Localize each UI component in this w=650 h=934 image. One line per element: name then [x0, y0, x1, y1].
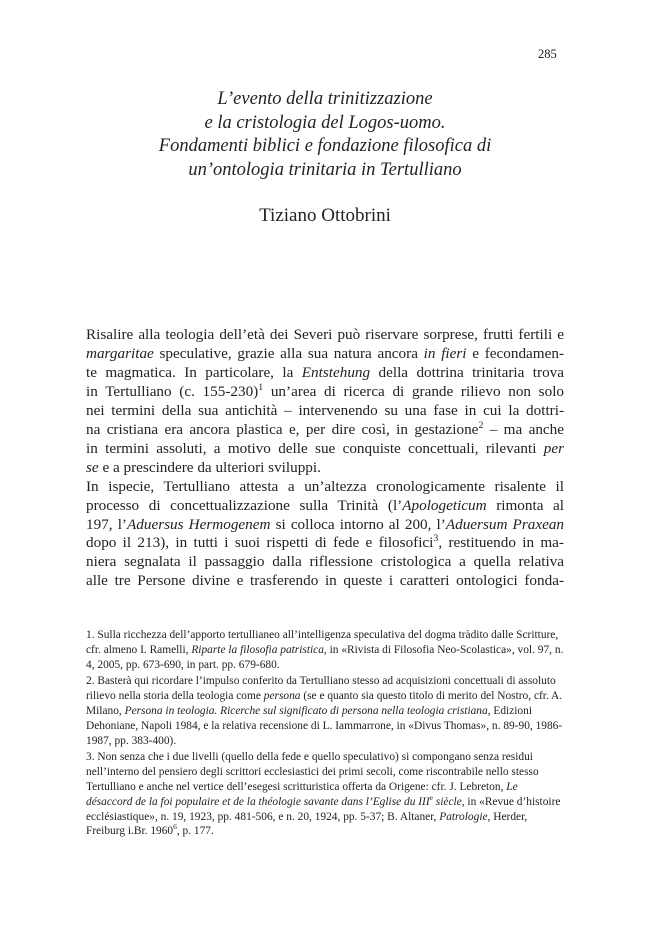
footnote-ref-3: 3: [433, 533, 439, 545]
body-line-2: [86, 345, 564, 364]
body-line-14: alle tre Persone divine e trasferendo in queste i caratteri ontologici fonda-: [86, 572, 564, 590]
footnote-text: , in «Revue d’histoire ecclésiastique», n. 19, 1923, pp. 481-506, e n. 20, 1924, pp. 5-37; B. Altaner,: [86, 795, 561, 823]
body-text-run: in termini assoluti, a motivo delle sue conquiste concettuali, rilevanti: [86, 439, 544, 457]
body-text-run: speculative, grazie alla sua natura ancora: [153, 344, 424, 362]
footnote-ref-1: 1: [258, 381, 264, 393]
body-line-10: [86, 497, 564, 516]
body-text-run: e a prescindere da ulteriori sviluppi.: [98, 458, 321, 476]
body-text-run: della dottrina trinitaria trova: [370, 363, 564, 381]
body-line-11: [86, 516, 564, 535]
body-text-run: processo di concettualizzazione sulla Trinità (l’: [86, 496, 403, 514]
footnote-superscript: 6: [173, 822, 177, 832]
body-text-run: rimonta al: [486, 496, 564, 514]
footnote-text: , in «Rivista di Filosofia Neo-Scolastica», vol. 97, n. 4, 2005, pp. 673-690, in part. pp. 679-680.: [86, 643, 564, 671]
footnote-italic: Persona in teologia. Ricerche sul significato di persona nella teologia cristiana: [124, 704, 488, 717]
body-line-7: [86, 440, 564, 459]
body-line-4: [86, 383, 564, 402]
title-line-2: e la cristologia del Logos-uomo.: [204, 112, 446, 133]
page-number: 285: [538, 47, 557, 61]
author-name: Tiziano Ottobrini: [259, 205, 391, 226]
footnote-italic: Riparte la filosofia patristica: [191, 643, 324, 656]
footnote-text: 3. Non senza che i due livelli (quello della fede e quello speculativo) si compongano senza residui nell’interno del pensiero degli scrittori ecclesiastici dei primi secoli, come riscontrabile nello stesso Tertulliano e anche nel vertice dell’esegesi scritturistica offerta da Origene: cfr. J. Lebreton,: [86, 751, 539, 793]
body-text: [86, 326, 564, 591]
footnote-text: 2. Basterà qui ricordare l’impulso conferito da Tertulliano stesso ad acquisizioni concettuali di assoluto rilievo nella storia della teologia come: [86, 675, 556, 703]
footnote-2: [86, 674, 564, 748]
body-italic: per: [543, 439, 564, 457]
body-text-run: e fecondamen-: [466, 344, 564, 362]
footnote-italic: Le désaccord de la foi populaire et de la théologie savante dans l’Eglise du III: [86, 780, 518, 808]
body-text-run: un’area di ricerca di grande rilievo non solo: [263, 382, 565, 400]
body-line-6: [86, 421, 564, 440]
body-text-run: na cristiana era ancora plastica e, per dire così, in gestazione: [86, 420, 479, 438]
footnote-3: [86, 750, 564, 839]
body-line-1: Risalire alla teologia dell’età dei Severi può riservare sorprese, frutti fertili e: [86, 326, 564, 343]
body-text-run: in Tertulliano (c. 155-230): [86, 382, 259, 400]
body-text-run: 197, l’: [86, 515, 127, 533]
footnote-text: , p. 177.: [176, 825, 214, 838]
footnote-text: , Edizioni Dehoniane, Napoli 1984, e la relativa recensione di L. Iammarrone, in «Divus Thomas», n. 89-90, 1986-1987, pp. 383-400).: [86, 704, 563, 747]
body-italic: Aduersum Praxean: [445, 515, 565, 533]
body-line-8: [86, 459, 564, 478]
body-line-13: niera segnalata il passaggio dalla riflessione cristologica a quella relativa: [86, 553, 564, 571]
title-line-3: Fondamenti biblici e fondazione filosofica di: [158, 136, 492, 157]
footnote-text: 1. Sulla ricchezza dell’apporto tertullianeo all’intelligenza speculativa del dogma tràdito dalle Scritture, cfr. almeno I. Ramelli,: [86, 629, 559, 656]
body-line-9: In ispecie, Tertulliano attesta a un’altezza cronologicamente risalente il: [86, 477, 564, 495]
footnote-ref-2: 2: [478, 419, 484, 431]
body-italic: Entstehung: [301, 363, 371, 381]
body-text-run: si colloca intorno al 200, l’: [270, 515, 446, 533]
title-line-1: L’evento della trinitizzazione: [217, 89, 433, 109]
body-text-run: dopo il 213), in tutti i suoi rispetti di fede e filosofici: [86, 534, 434, 552]
body-text-run: te magmatica. In particolare, la: [86, 363, 302, 381]
body-text-run: , restituendo in ma-: [438, 534, 564, 552]
footnote-1: [86, 628, 564, 672]
body-italic: Aduersus Hermogenem: [126, 515, 271, 533]
body-line-12: [86, 534, 564, 553]
article-title: [86, 88, 564, 182]
footnotes: [86, 628, 564, 841]
footnote-italic: persona: [263, 690, 301, 703]
footnote-superscript: e: [429, 792, 433, 802]
body-text-run: – ma anche: [483, 420, 564, 438]
title-line-4: un’ontologia trinitaria in Tertulliano: [188, 159, 462, 180]
body-italic: Apologeticum: [402, 496, 487, 514]
footnote-italic: Patrologie: [439, 810, 488, 823]
body-italic: in fieri: [423, 344, 467, 362]
body-italic: se: [86, 458, 99, 476]
body-line-5: nei termini della sua antichità – intervenendo su una fase in cui la dottri-: [86, 401, 564, 419]
footnote-text: (se e quanto sia questo titolo di merito del Nostro, cfr. A. Milano,: [86, 690, 563, 717]
body-line-3: [86, 364, 564, 383]
footnote-italic: siècle: [432, 795, 462, 808]
body-italic: margaritae: [86, 344, 154, 362]
footnote-text: , Herder, Freiburg i.Br. 1960: [86, 810, 528, 838]
